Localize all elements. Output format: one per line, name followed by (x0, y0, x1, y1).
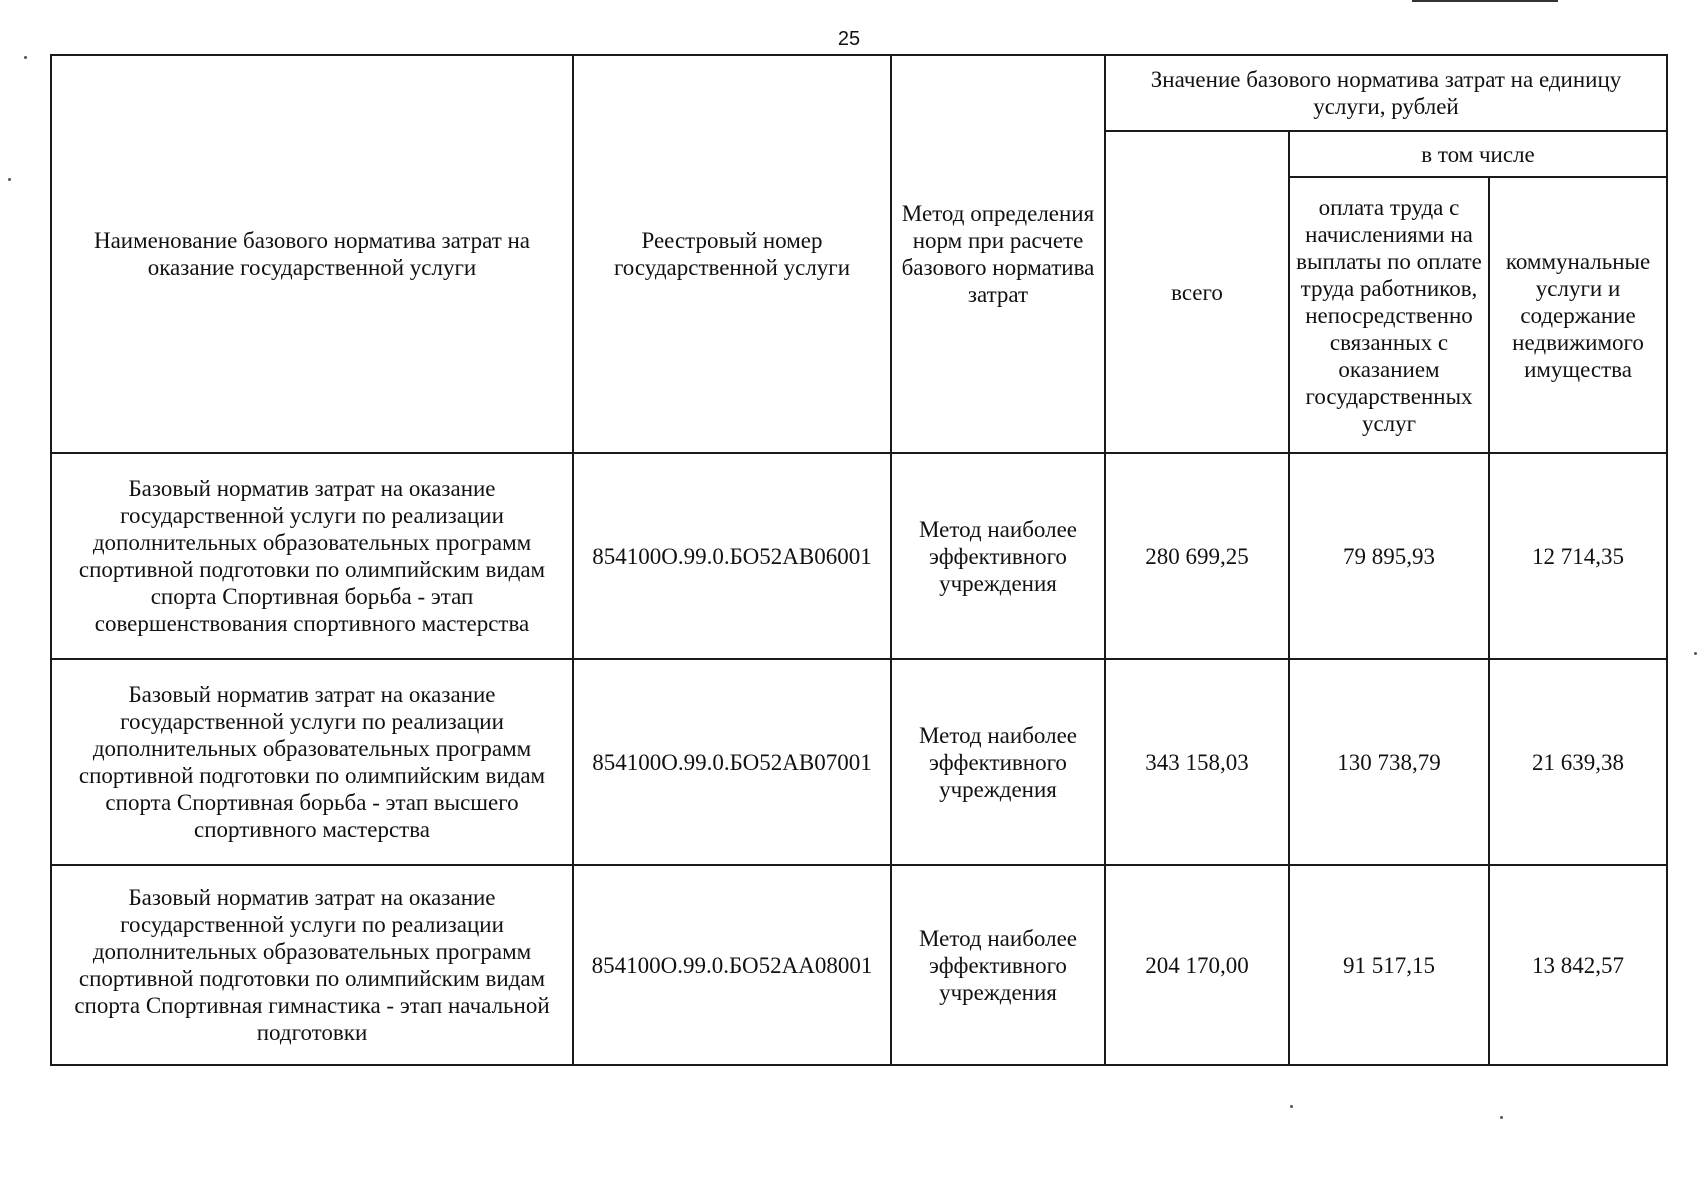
page-number: 25 (837, 28, 861, 50)
header-method: Метод определения норм при расчете базового норматива затрат (891, 55, 1105, 453)
table-row (51, 659, 1667, 865)
row-total: 280 699,25 (1105, 453, 1289, 659)
scan-speck (1694, 652, 1697, 655)
header-row-1 (51, 55, 1667, 131)
top-edge-mark (1412, 0, 1558, 2)
row-method: Метод наиболее эффективного учреждения (891, 865, 1105, 1065)
row-registry: 854100О.99.0.БО52АВ07001 (573, 659, 891, 865)
scan-speck (24, 56, 27, 59)
scan-speck (8, 178, 11, 181)
header-name: Наименование базового норматива затрат на оказание государственной услуги (51, 55, 573, 453)
scan-speck (1290, 1105, 1293, 1108)
cost-norms-table (50, 54, 1668, 1066)
row-utilities: 21 639,38 (1489, 659, 1667, 865)
row-method: Метод наиболее эффективного учреждения (891, 659, 1105, 865)
row-registry: 854100О.99.0.БО52АВ06001 (573, 453, 891, 659)
row-utilities: 13 842,57 (1489, 865, 1667, 1065)
row-utilities: 12 714,35 (1489, 453, 1667, 659)
row-name: Базовый норматив затрат на оказание государственной услуги по реализации дополнительных образовательных программ спортивной подготовки по олимпийским видам спорта Спортивная борьба - этап совершенствования спортивного мастерства (51, 453, 573, 659)
header-value-group: Значение базового норматива затрат на единицу услуги, рублей (1105, 55, 1667, 131)
row-registry: 854100О.99.0.БО52АА08001 (573, 865, 891, 1065)
row-method: Метод наиболее эффективного учреждения (891, 453, 1105, 659)
header-utilities: коммунальные услуги и содержание недвижимого имущества (1489, 177, 1667, 453)
table-row (51, 865, 1667, 1065)
row-labor: 130 738,79 (1289, 659, 1489, 865)
scan-speck (1500, 1116, 1503, 1119)
row-name: Базовый норматив затрат на оказание государственной услуги по реализации дополнительных образовательных программ спортивной подготовки по олимпийским видам спорта Спортивная борьба - этап высшего спортивного мастерства (51, 659, 573, 865)
header-registry: Реестровый номер государственной услуги (573, 55, 891, 453)
row-total: 343 158,03 (1105, 659, 1289, 865)
row-labor: 79 895,93 (1289, 453, 1489, 659)
row-name: Базовый норматив затрат на оказание государственной услуги по реализации дополнительных образовательных программ спортивной подготовки по олимпийским видам спорта Спортивная гимнастика - этап начальной подготовки (51, 865, 573, 1065)
row-labor: 91 517,15 (1289, 865, 1489, 1065)
row-total: 204 170,00 (1105, 865, 1289, 1065)
table-row (51, 453, 1667, 659)
header-total: всего (1105, 131, 1289, 453)
header-labor: оплата труда с начислениями на выплаты по оплате труда работников, непосредственно связанных с оказанием государственных услуг (1289, 177, 1489, 453)
header-including: в том числе (1289, 131, 1667, 177)
